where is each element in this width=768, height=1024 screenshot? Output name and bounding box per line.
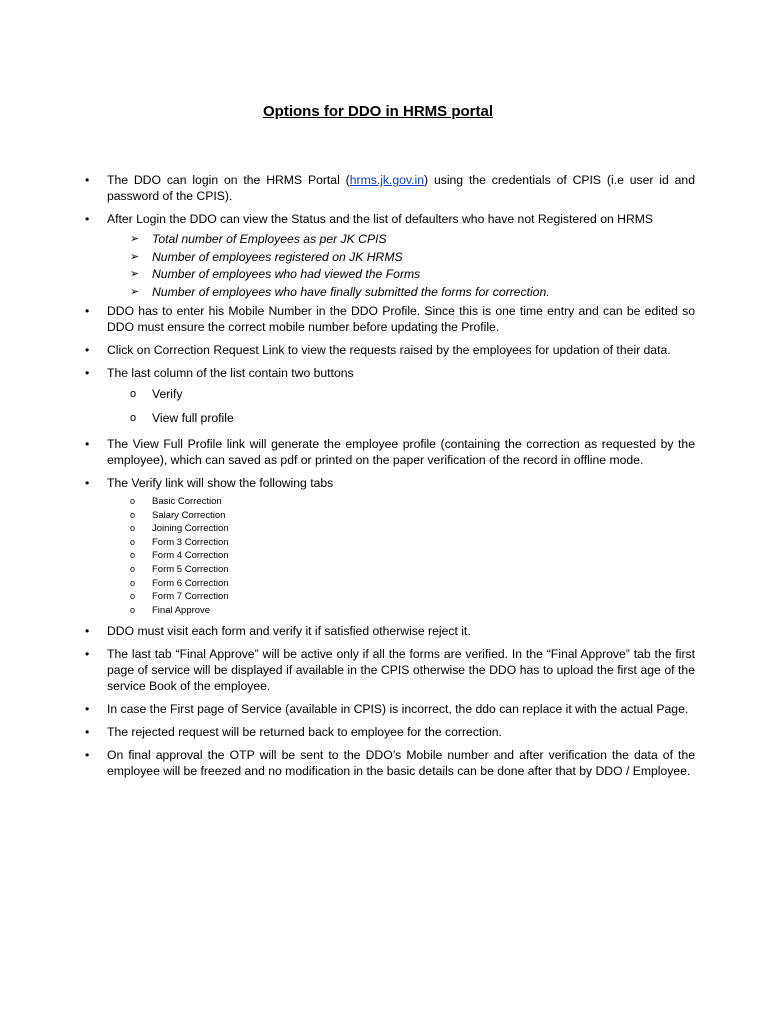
verify-tabs-sublist xyxy=(85,495,695,617)
bullet-status xyxy=(85,211,695,227)
bullet-final-approve xyxy=(85,646,695,694)
list-item: o Verify xyxy=(130,383,695,407)
list-item: ➢ Total number of Employees as per JK CPIS xyxy=(130,231,695,249)
arrow-marker: ➢ xyxy=(130,233,140,245)
bullet-marker: • xyxy=(85,624,90,639)
bullet-visit-forms-text: DDO must visit each form and verify it if satisfied otherwise reject it. xyxy=(107,624,471,639)
bullet-marker: • xyxy=(85,304,90,318)
list-item: o Form 4 Correction xyxy=(130,550,229,562)
circle-marker: o xyxy=(130,388,137,400)
bullet-marker: • xyxy=(85,437,90,451)
circle-marker: o xyxy=(130,577,136,588)
bullet-replace-page-text: In case the First page of Service (available in CPIS) is incorrect, the ddo can replace it with the actual Page. xyxy=(107,702,689,717)
bullet-login-pre: The DDO can login on the HRMS Portal ( xyxy=(107,173,350,187)
list-item: o Form 5 Correction xyxy=(130,563,229,575)
list-item: o View full profile xyxy=(130,407,695,431)
list-item: ➢ Number of employees registered on JK HRMS xyxy=(130,249,695,267)
circle-marker: o xyxy=(130,591,136,602)
bullet-mobile-text: DDO has to enter his Mobile Number in the DDO Profile. Since this is one time entry and can be edited so DDO must ensure the correct mobile number before updating the Profile. xyxy=(107,304,695,334)
list-item: o Salary Correction xyxy=(130,509,226,521)
bullet-mobile xyxy=(85,303,695,335)
bullet-otp-text: On final approval the OTP will be sent to the DDO’s Mobile number and after verification the data of the employee will be freezed and no modification in the basic details can be done after that by DDO / Employee. xyxy=(107,748,695,779)
circle-marker: o xyxy=(130,550,136,561)
bullet-final-approve-text: The last tab “Final Approve” will be active only if all the forms are verified. In the “Final Approve” tab the first page of service will be displayed if available in the CPIS otherwise the DDO has to upload the first age of the service Book of the employee. xyxy=(107,647,695,694)
bullet-correction-request xyxy=(85,342,695,358)
bullet-rejected xyxy=(85,724,695,740)
list-item: o Form 6 Correction xyxy=(130,577,229,589)
bullet-view-profile-text: The View Full Profile link will generate the employee profile (containing the correction as requested by the employee), which can saved as pdf or printed on the paper verification of the record in offline mode. xyxy=(107,437,695,467)
list-item: ➢ Number of employees who have finally submitted the forms for correction. xyxy=(130,284,695,302)
bullet-marker: • xyxy=(85,366,90,380)
circle-marker: o xyxy=(130,496,136,506)
bullet-buttons-text: The last column of the list contain two buttons xyxy=(107,366,354,380)
list-item: o Basic Correction xyxy=(130,496,222,507)
document-body xyxy=(85,172,695,786)
arrow-marker: ➢ xyxy=(130,285,140,298)
list-item: o Form 7 Correction xyxy=(130,591,229,603)
circle-marker: o xyxy=(130,563,136,574)
hrms-portal-link[interactable]: hrms.jk.gov.in xyxy=(349,173,425,187)
bullet-buttons xyxy=(85,365,695,381)
bullet-login-post: ) using the credentials of CPIS (i.e user id and password of the CPIS). xyxy=(107,173,695,203)
buttons-sublist xyxy=(85,383,695,430)
bullet-status-text: After Login the DDO can view the Status and the list of defaulters who have not Registered on HRMS xyxy=(107,212,654,226)
document-title: Options for DDO in HRMS portal xyxy=(263,103,493,120)
circle-marker: o xyxy=(130,536,136,547)
bullet-marker: • xyxy=(85,647,90,662)
bullet-marker: • xyxy=(85,212,90,226)
list-item: o Form 3 Correction xyxy=(130,536,229,548)
arrow-marker: ➢ xyxy=(130,250,140,263)
bullet-marker: • xyxy=(85,173,90,187)
bullet-verify-tabs xyxy=(85,475,695,491)
bullet-otp xyxy=(85,747,695,779)
bullet-verify-tabs-text: The Verify link will show the following tabs xyxy=(107,476,334,490)
circle-marker: o xyxy=(130,604,136,615)
bullet-marker: • xyxy=(85,476,90,490)
status-sublist xyxy=(85,231,695,301)
circle-marker: o xyxy=(130,411,137,424)
bullet-marker: • xyxy=(85,343,90,357)
bullet-visit-forms xyxy=(85,623,695,639)
bullet-correction-request-text: Click on Correction Request Link to view the requests raised by the employees for updation of their data. xyxy=(107,343,671,357)
circle-marker: o xyxy=(130,523,136,534)
arrow-marker: ➢ xyxy=(130,268,140,280)
bullet-marker: • xyxy=(85,748,90,763)
list-item: o Joining Correction xyxy=(130,523,229,535)
circle-marker: o xyxy=(130,509,136,520)
bullet-login xyxy=(85,172,695,204)
bullet-replace-page xyxy=(85,701,695,717)
bullet-marker: • xyxy=(85,725,90,740)
list-item: o Final Approve xyxy=(130,604,211,616)
bullet-rejected-text: The rejected request will be returned back to employee for the correction. xyxy=(107,725,502,740)
bullet-view-profile xyxy=(85,436,695,468)
bullet-marker: • xyxy=(85,702,90,717)
list-item: ➢ Number of employees who had viewed the Forms xyxy=(130,266,695,284)
